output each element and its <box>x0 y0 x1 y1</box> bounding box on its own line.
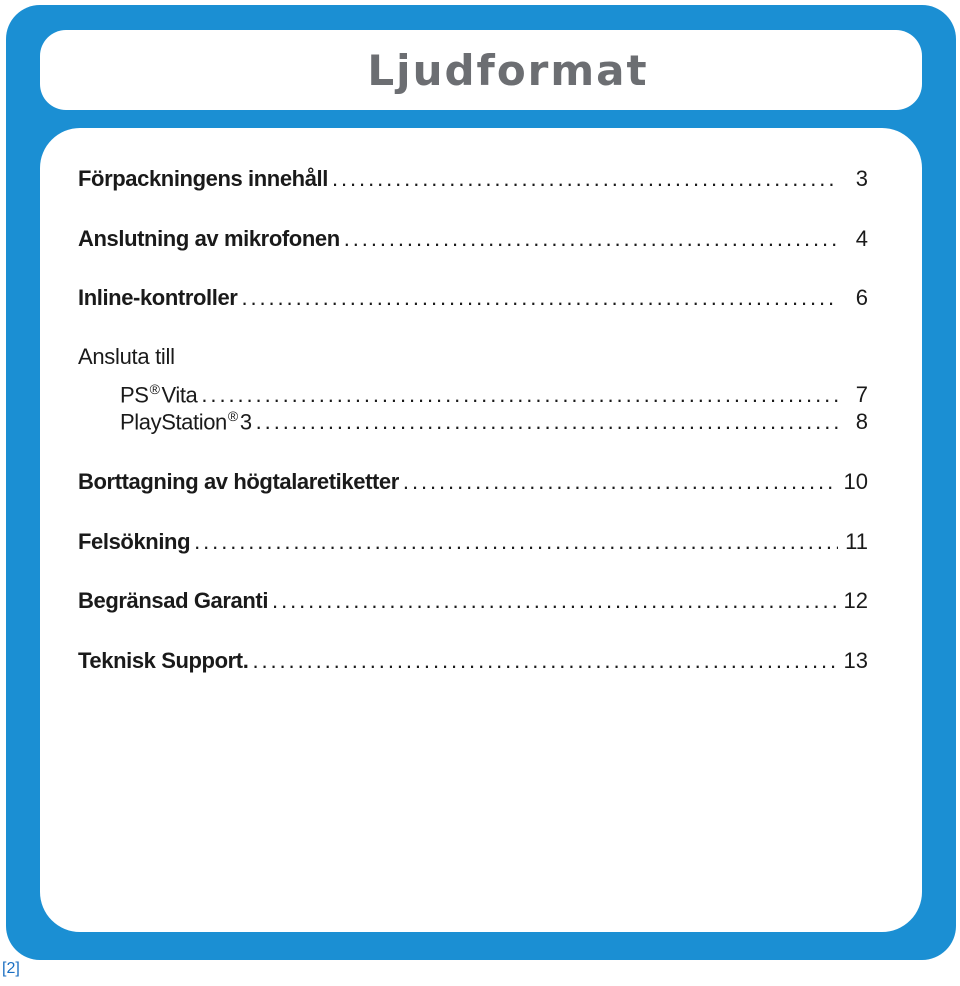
toc-label-part: 3 <box>239 409 252 435</box>
toc-page-number: 13 <box>843 648 868 673</box>
dot-leader <box>340 226 838 252</box>
toc-page-number: 3 <box>855 166 868 191</box>
toc-label: Borttagning av högtalaretiketter <box>78 469 399 494</box>
dot-leader <box>252 409 838 435</box>
dot-leader <box>268 588 837 614</box>
toc-entry-mic[interactable] <box>78 226 868 256</box>
toc-label: Teknisk Support. <box>78 648 249 673</box>
toc-entry-stickers[interactable] <box>78 469 868 499</box>
registered-mark-icon: ® <box>227 409 238 424</box>
dot-leader <box>399 469 838 495</box>
toc-page-number: 11 <box>845 529 868 554</box>
toc-entry-inline[interactable] <box>78 285 868 315</box>
toc-entry-support[interactable] <box>78 648 868 678</box>
toc-page-number: 6 <box>855 285 868 310</box>
toc-page-number: 12 <box>843 588 868 613</box>
toc-entry-ps3[interactable] <box>120 409 868 439</box>
page-title: Ljudformat <box>367 46 649 95</box>
toc-label <box>120 409 252 435</box>
dot-leader <box>237 285 838 311</box>
toc-label-part: PS <box>120 382 149 408</box>
toc-page-number: 10 <box>843 469 868 494</box>
toc-page-number: 7 <box>855 382 868 408</box>
toc-label: Felsökning <box>78 529 191 554</box>
toc-entry-vita[interactable] <box>120 382 868 412</box>
toc-entry-packaging[interactable] <box>78 166 868 196</box>
dot-leader <box>248 648 837 674</box>
toc-entry-warranty[interactable] <box>78 588 868 618</box>
page-number: [2] <box>2 960 20 977</box>
toc-label-part: PlayStation <box>120 409 227 435</box>
toc-page-number: 8 <box>855 409 868 435</box>
toc-page-number: 4 <box>855 226 868 251</box>
toc-entry-troubleshoot[interactable] <box>78 529 868 559</box>
dot-leader <box>328 166 838 192</box>
toc-label <box>120 382 197 408</box>
toc-label: Förpackningens innehåll <box>78 166 328 191</box>
toc-label: Inline-kontroller <box>78 285 238 310</box>
toc-label: Anslutning av mikrofonen <box>78 226 340 251</box>
toc-label: Begränsad Garanti <box>78 588 269 613</box>
dot-leader <box>197 382 838 408</box>
dot-leader <box>190 529 838 555</box>
toc-section-heading: Ansluta till <box>78 344 175 369</box>
toc-label-part: Vita <box>161 382 198 408</box>
registered-mark-icon: ® <box>149 382 160 397</box>
